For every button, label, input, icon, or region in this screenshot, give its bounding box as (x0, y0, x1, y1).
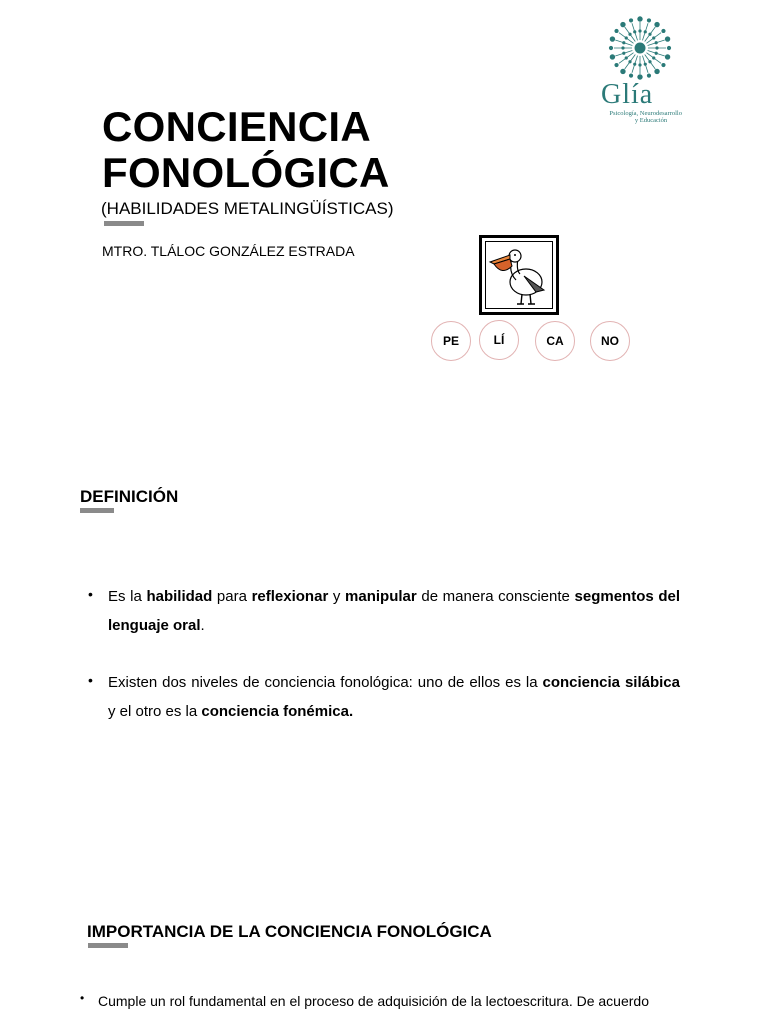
logo-tagline: Psicología, Neurodesarrollo y Educación (609, 110, 682, 124)
syllable-circle: NO (590, 321, 630, 361)
definition-heading: DEFINICIÓN (80, 487, 179, 506)
author-name: MTRO. TLÁLOC GONZÁLEZ ESTRADA (102, 243, 355, 259)
definition-paragraph-2: Existen dos niveles de conciencia fonológica: uno de ellos es la conciencia silábica y el otro es la conciencia fonémica. (108, 674, 680, 720)
title-underline (104, 221, 144, 226)
glia-logo (596, 14, 686, 124)
bullet: • (88, 586, 93, 602)
pelican-picture-frame (479, 235, 559, 315)
page-subtitle: (HABILIDADES METALINGÜÍSTICAS) (101, 199, 394, 218)
pelican-icon (486, 242, 552, 308)
syllable-circle: LÍ (479, 320, 519, 360)
syllable-circle: CA (535, 321, 575, 361)
logo-word: Glía (601, 79, 654, 110)
importance-paragraph-1: Cumple un rol fundamental en el proceso de adquisición de la lectoescritura. De acuerdo (98, 993, 649, 1009)
bullet: • (80, 991, 85, 1005)
bullet: • (88, 672, 93, 688)
syllable-circle: PE (431, 321, 471, 361)
definition-underline (80, 508, 114, 513)
page-title: CONCIENCIA FONOLÓGICA (102, 103, 390, 196)
definition-paragraph-1: Es la habilidad para reflexionar y manipular de manera consciente segmentos del lenguaje oral. (108, 588, 681, 634)
importance-heading: IMPORTANCIA DE LA CONCIENCIA FONOLÓGICA (87, 922, 492, 941)
importance-underline (88, 943, 128, 948)
dandelion-icon (596, 14, 686, 80)
